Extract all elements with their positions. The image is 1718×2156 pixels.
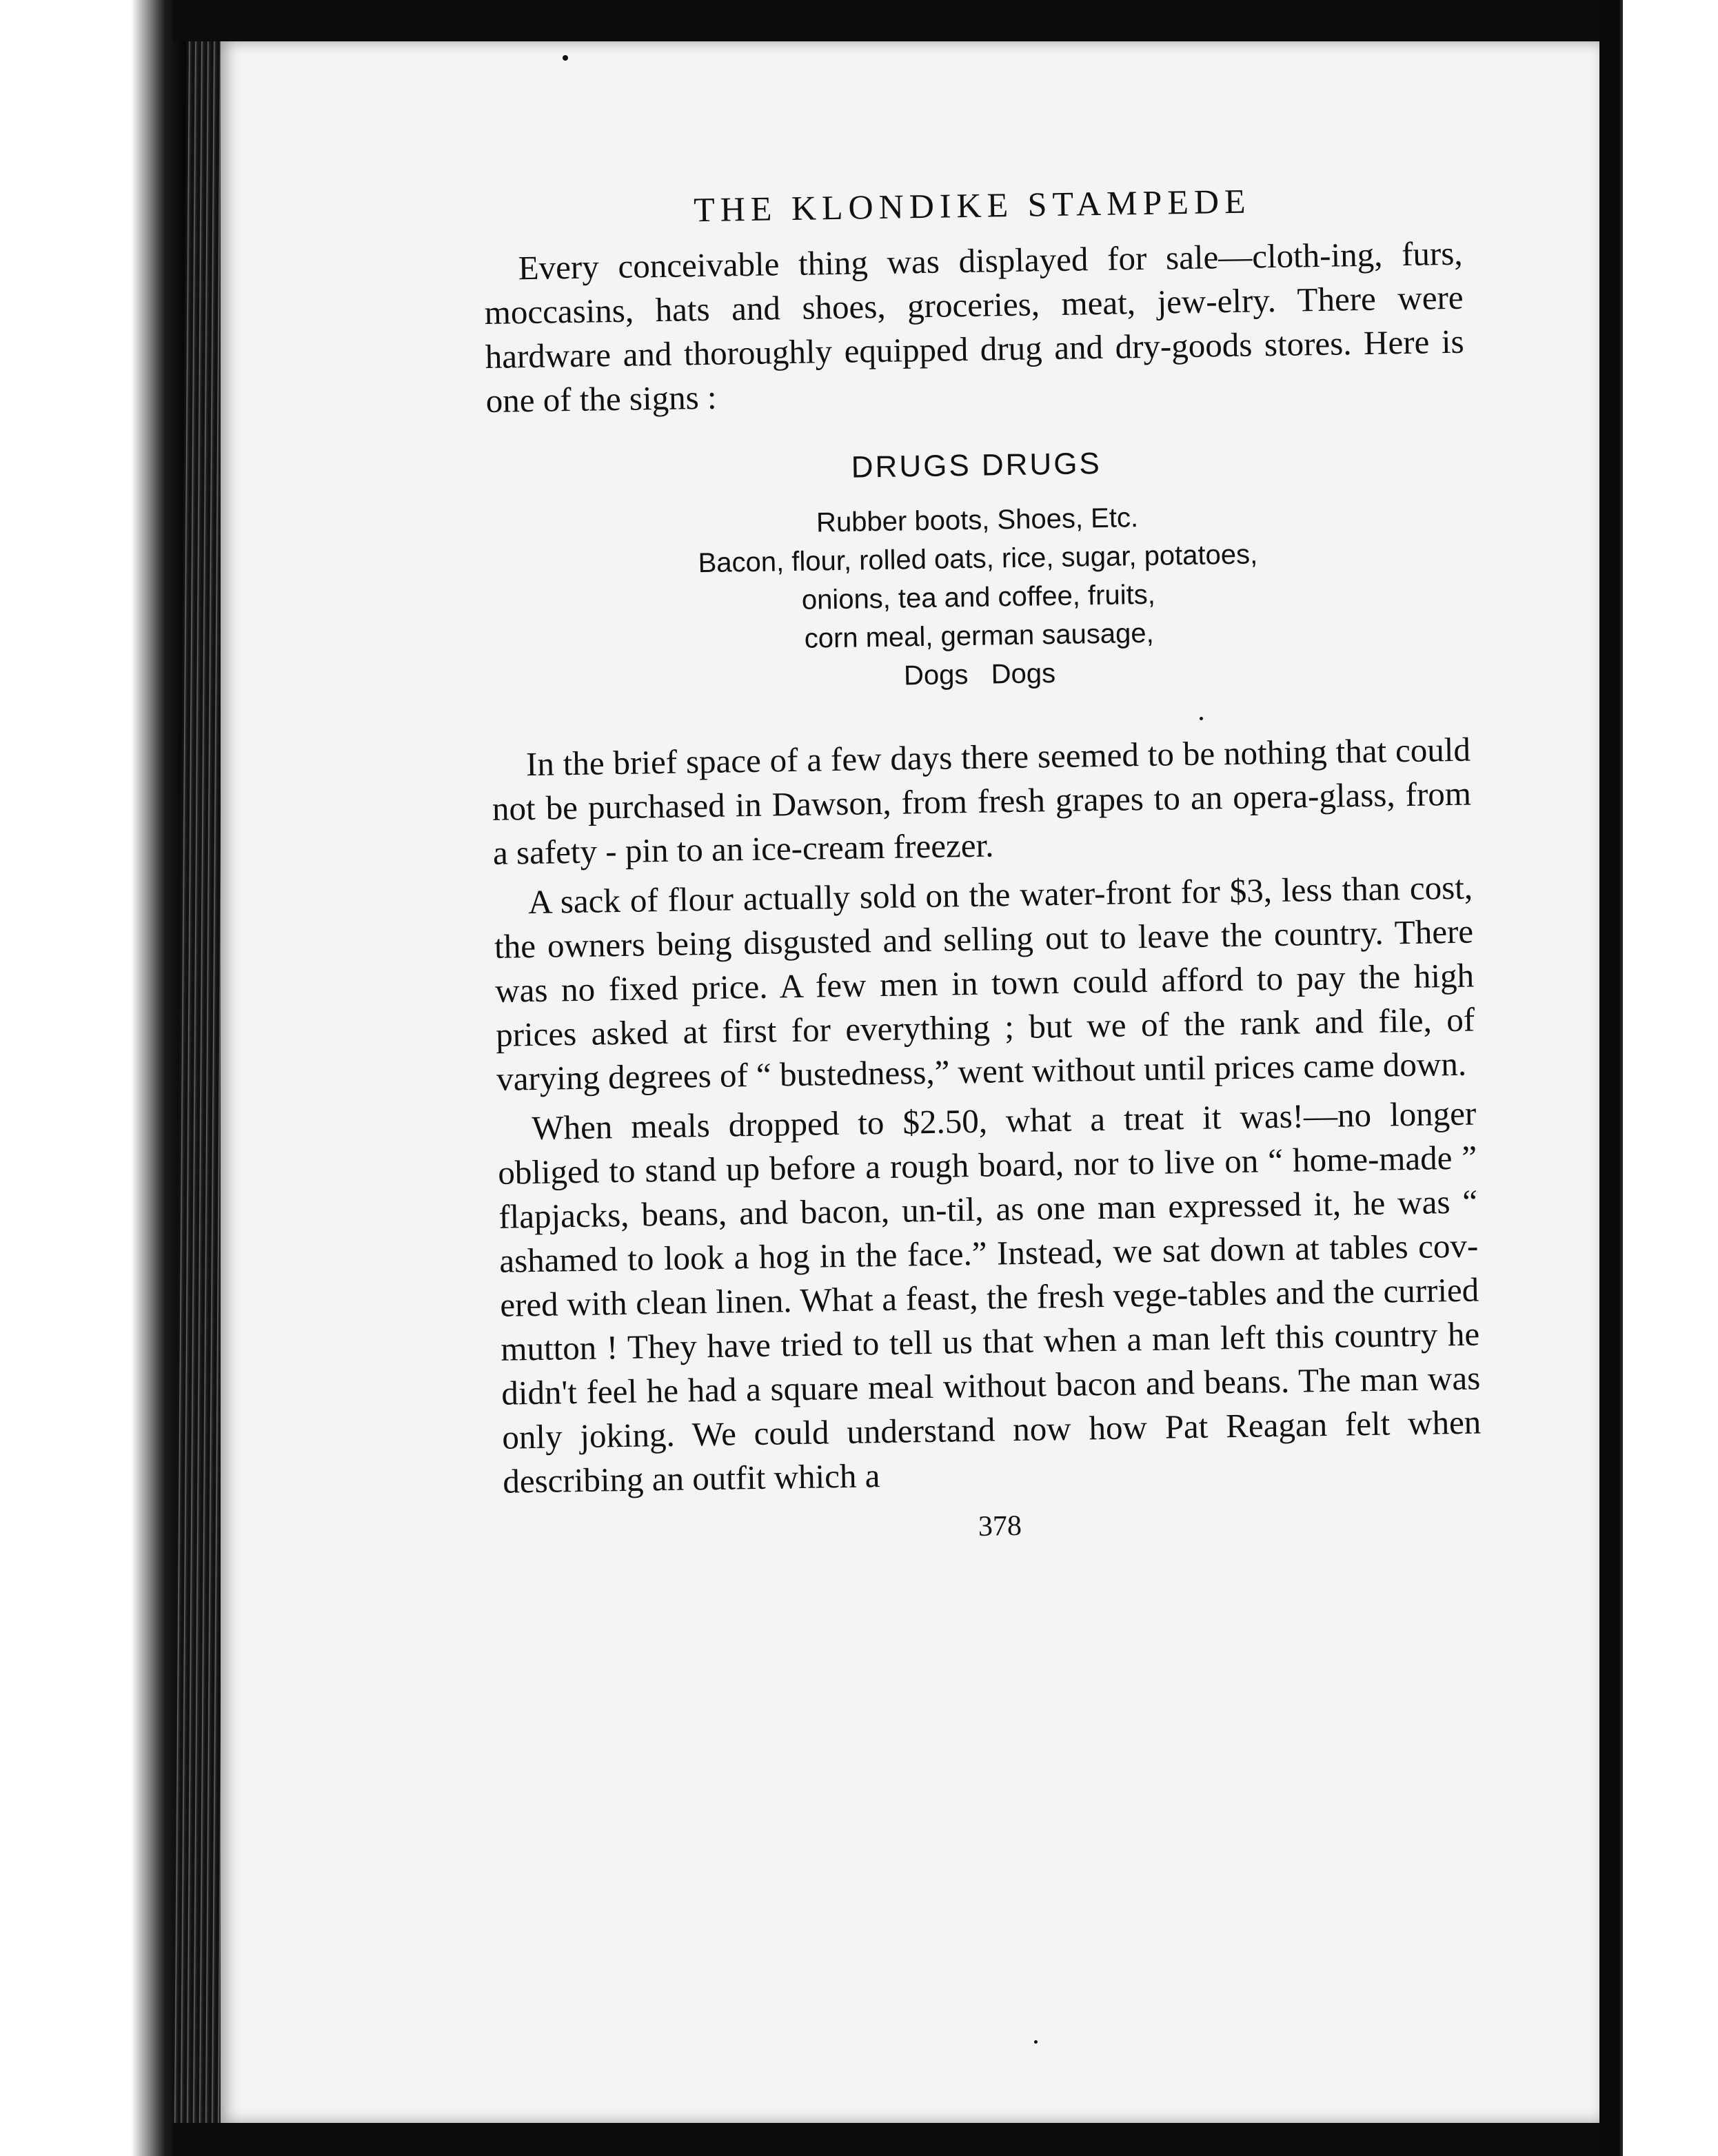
sign-line: Rubber boots, Shoes, Etc. <box>816 502 1139 538</box>
sign-line: onions, tea and coffee, fruits, <box>801 579 1156 616</box>
sign-line: Bacon, flour, rolled oats, rice, sugar, potatoes, <box>698 539 1258 579</box>
paragraph-1: Every conceivable thing was displayed for sale—cloth-ing, furs, moccasins, hats and shoes, groceries, meat, jew-elry. There were hardware and thoroughly equipped drug and dry-goods stores. Here is one of the signs : <box>484 234 1464 420</box>
ink-speck <box>563 55 568 61</box>
facing-page-edge <box>1620 0 1718 2156</box>
book-gutter <box>1599 0 1620 2156</box>
page-number: 378 <box>978 1509 1022 1543</box>
sign-line: corn meal, german sausage, <box>804 618 1154 654</box>
shop-sign <box>487 441 1469 702</box>
sign-line: Dogs Dogs <box>903 658 1056 691</box>
scan-top-border <box>172 0 1613 41</box>
sign-title: DRUGS DRUGS <box>851 446 1102 485</box>
scan-bottom-border <box>172 2123 1613 2156</box>
page-text-block <box>483 178 1483 1551</box>
running-head: THE KLONDIKE STAMPEDE <box>693 181 1251 230</box>
ink-speck <box>1034 2040 1038 2044</box>
paragraph-3: A sack of flour actually sold on the water-front for $3, less than cost, the owners being disgusted and selling out to leave the country. There was no fixed price. A few men in town could afford to pay the high prices asked at first for everything ; but we of the rank and file, of varying degrees of “ bustedness,” went without until prices came down. <box>494 868 1475 1098</box>
paragraph-2: In the brief space of a few days there seemed to be nothing that could not be purchased in Dawson, from fresh grapes to an opera-glass, from a safety - pin to an ice-cream freezer. <box>492 730 1472 872</box>
paragraph-4: When meals dropped to $2.50, what a treat it was!—no longer obliged to stand up before a rough board, nor to live on “ home-made ” flapjacks, beans, and bacon, un-til, as one man expressed it, he was “ ashamed to look a hog in the face.” Instead, we sat down at tables cov-ered with clean linen. What a feast, the fresh vege-tables and the curried mutton ! They have tried to tell us that when a man left this country he didn't feel he had a square meal without bacon and beans. The man was only joking. We could understand now how Pat Reagan felt when describing an outfit which a <box>497 1094 1482 1501</box>
